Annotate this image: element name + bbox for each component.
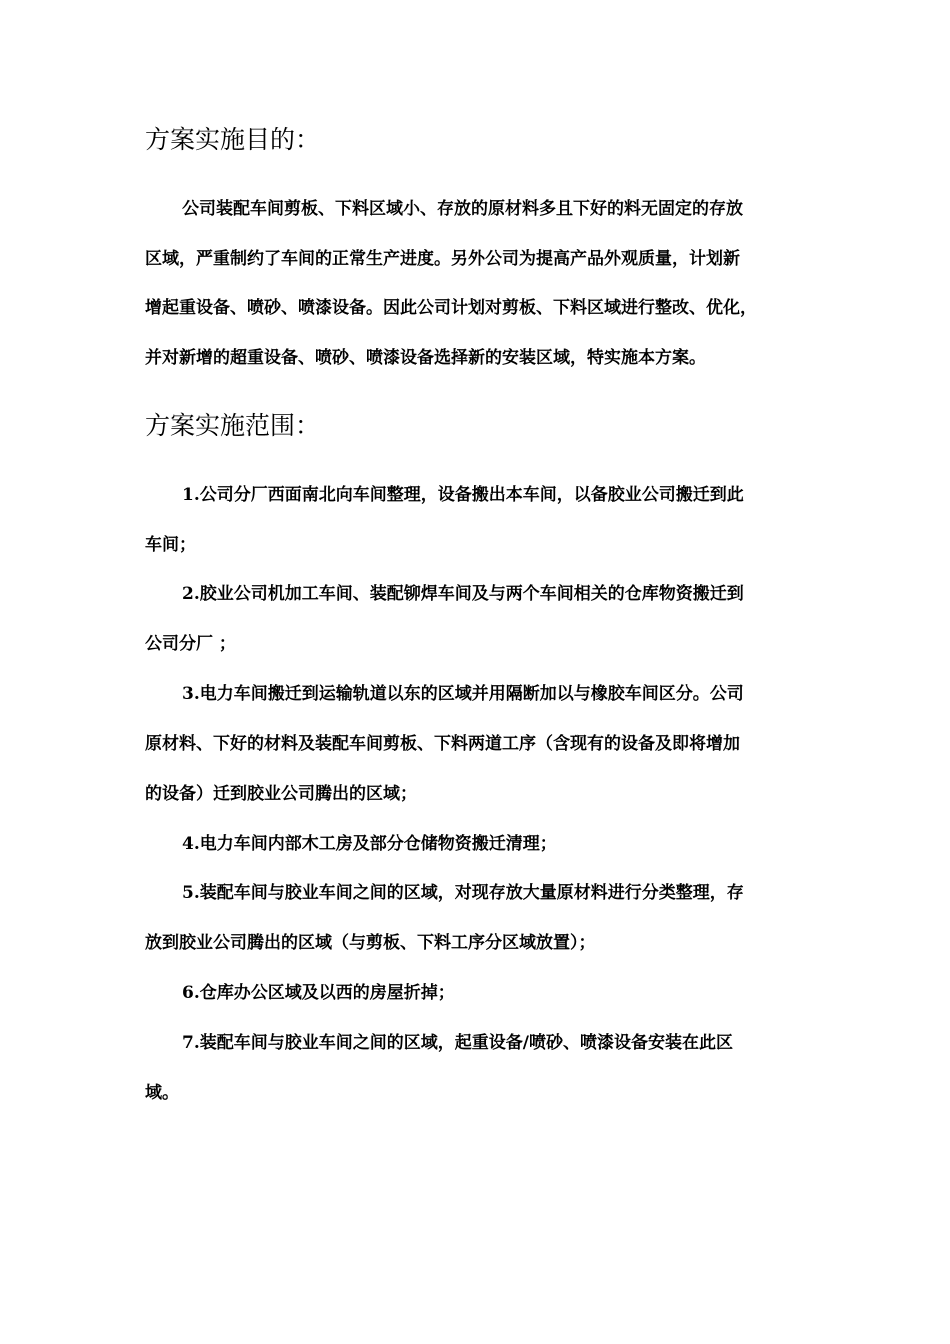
scope-item-7-line: 域。: [145, 1083, 179, 1103]
scope-item-7-line: 7.装配车间与胶业车间之间的区域，起重设备/喷砂、喷漆设备安装在此区: [182, 1033, 733, 1053]
scope-heading: 方案实施范围：: [145, 411, 321, 440]
purpose-paragraph-line: 并对新增的超重设备、喷砂、喷漆设备选择新的安装区域，特实施本方案。: [145, 348, 706, 368]
scope-item-1-line: 1.公司分厂西面南北向车间整理，设备搬出本车间，以备胶业公司搬迁到此: [182, 485, 744, 505]
purpose-heading: 方案实施目的：: [145, 125, 321, 154]
scope-item-3-line: 3.电力车间搬迁到运输轨道以东的区域并用隔断加以与橡胶车间区分。公司: [182, 684, 744, 704]
purpose-paragraph-line: 区域，严重制约了车间的正常生产进度。另外公司为提高产品外观质量，计划新: [145, 249, 740, 269]
scope-item-2-line: 公司分厂 ；: [145, 634, 236, 654]
scope-item-1-line: 车间；: [145, 535, 196, 555]
scope-item-3-line: 的设备）迁到胶业公司腾出的区域；: [145, 784, 417, 804]
scope-item-2-line: 2.胶业公司机加工车间、装配铆焊车间及与两个车间相关的仓库物资搬迁到: [182, 584, 744, 604]
scope-item-5-line: 5.装配车间与胶业车间之间的区域，对现存放大量原材料进行分类整理，存: [182, 883, 744, 903]
purpose-paragraph-line: 增起重设备、喷砂、喷漆设备。因此公司计划对剪板、下料区域进行整改、优化，: [145, 298, 757, 318]
purpose-paragraph-line: 公司装配车间剪板、下料区域小、存放的原材料多且下好的料无固定的存放: [182, 199, 743, 219]
scope-item-3-line: 原材料、下好的材料及装配车间剪板、下料两道工序（含现有的设备及即将增加: [145, 734, 740, 754]
scope-item-4-line: 4.电力车间内部木工房及部分仓储物资搬迁清理；: [182, 834, 557, 854]
scope-item-6-line: 6.仓库办公区域及以西的房屋折掉；: [182, 983, 455, 1003]
scope-item-5-line: 放到胶业公司腾出的区域（与剪板、下料工序分区域放置）；: [145, 933, 596, 953]
